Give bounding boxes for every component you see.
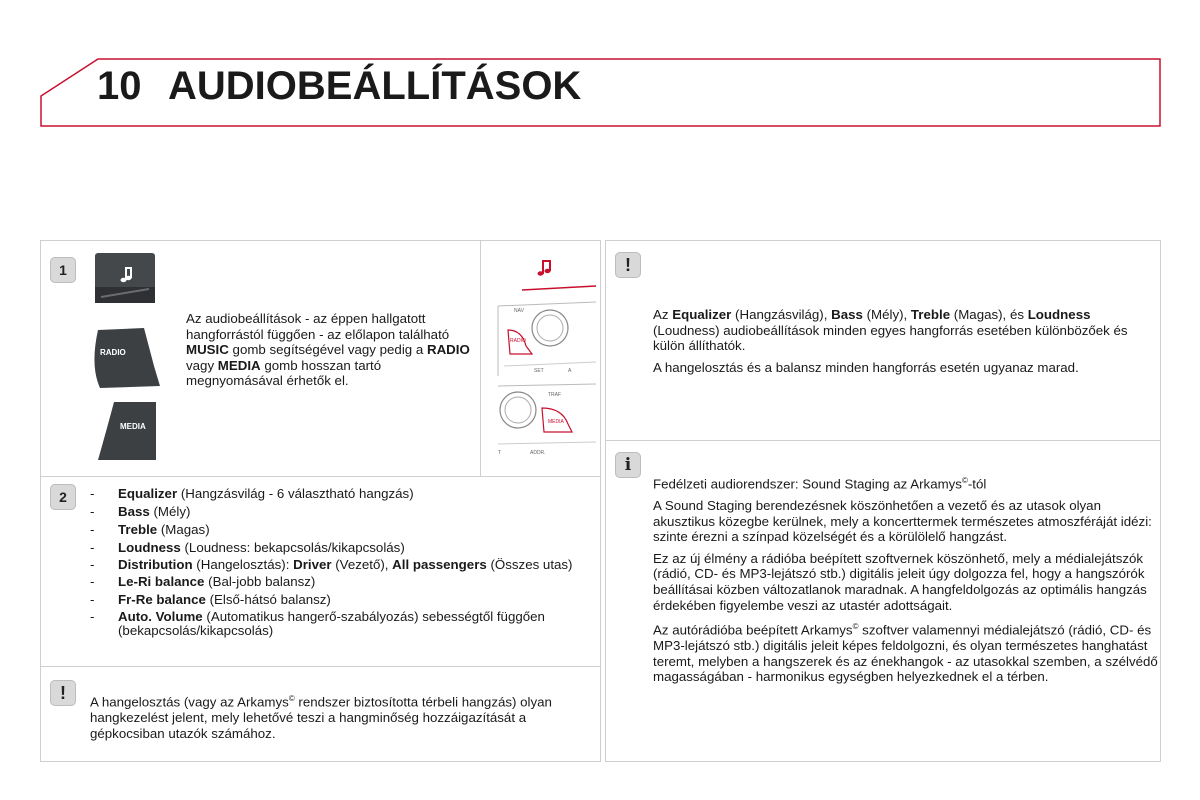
- list-item: - Le-Ri balance (Bal-jobb balansz): [86, 574, 586, 590]
- audio-settings-list: [86, 486, 586, 640]
- radio-label: RADIO: [510, 338, 526, 344]
- paragraph: Az autórádióba beépített Arkamys© szoftver valamennyi médialejátszó (rádió, CD- és MP3-lejátszó stb.) digitális jeleit képes feldolgozni, és olyan természetes hanghatást teremt, melyben a hangszerek és az énekhangok - az utasokkal szemben, a szélvédő magasságában - harmonikus egységben helyezkednek el a térben.: [653, 622, 1158, 685]
- info-title: Fedélzeti audiorendszer: Sound Staging az Arkamys©-tól: [653, 476, 987, 492]
- list-item: - Auto. Volume (Automatikus hangerő-szabályozás) sebességtől függően (bekapcsolás/kikapcsolás): [86, 610, 586, 638]
- list-item: - Bass (Mély): [86, 504, 586, 520]
- chapter-number: 10: [97, 64, 142, 108]
- nav-label: NAV: [514, 308, 524, 314]
- paragraph: Az Equalizer (Hangzásvilág), Bass (Mély), Treble (Magas), és Loudness (Loudness) audiobeállítások minden egyes hangforrás esetében különbözőek és külön állíthatók.: [653, 307, 1128, 354]
- addr-label: ADDR.: [530, 450, 546, 456]
- media-button-image: [96, 400, 158, 462]
- set-label: SET: [534, 368, 544, 374]
- step-badge-2: 2: [50, 484, 76, 510]
- paragraph: Ez az új élmény a rádióba beépített szoftvernek köszönhető, mely a médialejátszók (rádió, CD- és MP3-lejátszó stb.) digitális jeleit úgy dolgozza fel, hogy a hangszórók beállításai közben változatlanok maradnak. A hangfeldolgozás az optimális hangzás érdekében figyelembe veszi az utastér adottságait.: [653, 550, 1147, 613]
- media-button-label: MEDIA: [120, 422, 146, 431]
- a-label: A: [568, 368, 572, 374]
- music-button-image: [95, 253, 155, 303]
- music-note-icon-red: [492, 256, 596, 462]
- radio-button-label: RADIO: [100, 348, 126, 357]
- t-label: T: [498, 450, 502, 456]
- radio-button-image: [88, 326, 160, 390]
- list-item: - Equalizer (Hangzásvilág - 6 választható hangzás): [86, 486, 586, 502]
- info-text: [653, 473, 1159, 691]
- divider: [480, 240, 481, 476]
- info-badge: i: [615, 452, 641, 478]
- warning-badge: !: [615, 252, 641, 278]
- front-panel-illustration: [492, 256, 596, 462]
- list-item: - Loudness (Loudness: bekapcsolás/kikapcsolás): [86, 540, 586, 556]
- divider: [605, 440, 1161, 441]
- paragraph: A Sound Staging berendezésnek köszönhetően a vezető és az utasok olyan akusztikus közegbe kerülnek, mely a koncerttermek természetes atmoszféráját idézi: szinte érezni a színpad közelségét és a körülölelő hangzást.: [653, 498, 1152, 545]
- warning-badge: !: [50, 680, 76, 706]
- list-item: - Treble (Magas): [86, 522, 586, 538]
- paragraph: A hangelosztás és a balansz minden hangforrás esetén ugyanaz marad.: [653, 359, 1079, 375]
- step-badge-1: 1: [50, 257, 76, 283]
- list-item: - Fr-Re balance (Első-hátsó balansz): [86, 592, 586, 608]
- step1-text: Az audiobeállítások - az éppen hallgatott hangforrástól függően - az előlapon található MUSIC gomb segítségével vagy pedig a RADIO vagy MEDIA gomb hosszan tartó megnyomásával érhetők el.: [186, 311, 470, 389]
- page-title: AUDIOBEÁLLÍTÁSOK: [168, 64, 582, 108]
- divider: [40, 476, 601, 477]
- divider: [40, 666, 601, 667]
- right-warning-text: [653, 307, 1153, 381]
- media-label: MEDIA: [548, 419, 564, 425]
- left-warning-text: A hangelosztás (vagy az Arkamys© rendszer biztosította térbeli hangzás) olyan hangkezelést jelent, mely lehetővé teszi a hangminőség hozzáigazítását a gépkocsiban utazók számához.: [90, 694, 552, 741]
- list-item: - Distribution (Hangelosztás): Driver (Vezető), All passengers (Összes utas): [86, 558, 586, 572]
- traf-label: TRAF: [548, 392, 562, 398]
